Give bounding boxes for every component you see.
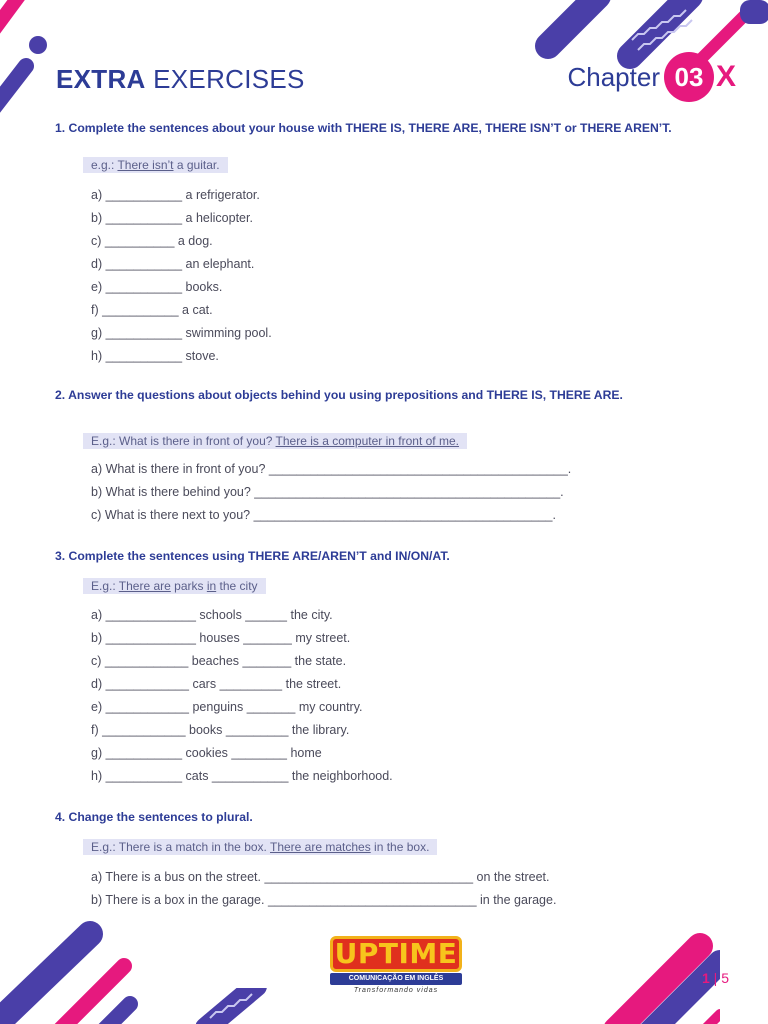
logo-tagline: Transformando vidas <box>353 987 439 994</box>
example-answer: There is a computer in front of me. <box>275 434 459 448</box>
question-4 <box>55 809 715 914</box>
page-number <box>702 970 729 986</box>
question-2-example <box>83 433 467 449</box>
list-item: b) There is a box in the garage. ______________________________ in the garage. <box>91 893 557 907</box>
example-rest: in the box. <box>370 840 430 854</box>
question-3 <box>55 548 715 793</box>
chapter-suffix: X <box>715 60 736 93</box>
list-item: a) What is there in front of you? ___________________________________________. <box>91 462 572 476</box>
page-title <box>56 64 305 95</box>
question-1-title: 1. Complete the sentences about your house with THERE IS, THERE ARE, THERE ISN’T or THERE AREN’T. <box>55 121 672 135</box>
question-3-items <box>91 604 393 788</box>
example-answer-2: in <box>206 579 217 593</box>
example-prefix: E.g.: There is a match in the box. <box>91 840 270 854</box>
question-4-items <box>91 866 556 912</box>
example-answer: There isn’t <box>117 158 174 172</box>
list-item: c) ____________ beaches _______ the state. <box>91 654 347 668</box>
logo-wordmark: UPTIME <box>330 936 462 972</box>
question-2-title: 2. Answer the questions about objects behind you using prepositions and THERE IS, THERE ARE. <box>55 388 623 402</box>
bottom-center-decoration <box>196 988 286 1024</box>
example-answer: There are <box>118 579 171 593</box>
list-item: h) ___________ stove. <box>91 349 219 363</box>
page-current: 1 <box>702 970 710 986</box>
question-2-items <box>91 458 571 527</box>
example-rest: the city <box>216 579 258 593</box>
list-item: b) What is there behind you? ____________________________________________. <box>91 485 564 499</box>
list-item: h) ___________ cats ___________ the neighborhood. <box>91 769 393 783</box>
list-item: b) _____________ houses _______ my street. <box>91 631 351 645</box>
chapter-word: Chapter <box>567 61 660 92</box>
question-3-title: 3. Complete the sentences using THERE ARE/AREN’T and IN/ON/AT. <box>55 549 450 563</box>
chapter-number-badge: 03 <box>664 52 714 102</box>
top-left-decoration <box>0 0 60 120</box>
list-item: g) ___________ swimming pool. <box>91 326 272 340</box>
example-prefix: E.g.: <box>91 579 119 593</box>
list-item: f) ___________ a cat. <box>91 303 213 317</box>
list-item: e) ___________ books. <box>91 280 223 294</box>
question-2 <box>55 387 715 532</box>
list-item: e) ____________ penguins _______ my country. <box>91 700 363 714</box>
list-item: d) ___________ an elephant. <box>91 257 255 271</box>
list-item: a) ___________ a refrigerator. <box>91 188 260 202</box>
list-item: c) __________ a dog. <box>91 234 213 248</box>
question-1-example <box>83 157 228 173</box>
list-item: f) ____________ books _________ the library. <box>91 723 350 737</box>
example-prefix: E.g.: What is there in front of you? <box>91 434 276 448</box>
list-item: c) What is there next to you? ___________________________________________. <box>91 508 556 522</box>
list-item: g) ___________ cookies ________ home <box>91 746 322 760</box>
list-item: b) ___________ a helicopter. <box>91 211 253 225</box>
question-4-example <box>83 839 437 855</box>
page-header <box>56 60 736 104</box>
example-rest: a guitar. <box>173 158 220 172</box>
bottom-left-decoration <box>0 920 160 1024</box>
question-1-items <box>91 184 272 368</box>
page-total: 5 <box>721 970 730 986</box>
example-mid: parks <box>170 579 207 593</box>
list-item: d) ____________ cars _________ the street. <box>91 677 342 691</box>
list-item: a) _____________ schools ______ the city. <box>91 608 333 622</box>
question-4-title: 4. Change the sentences to plural. <box>55 810 253 824</box>
example-answer: There are matches <box>270 840 371 854</box>
question-3-example <box>83 578 266 594</box>
uptime-logo <box>330 936 462 994</box>
page-separator: | <box>709 970 722 986</box>
chapter-label <box>567 52 736 102</box>
list-item: a) There is a bus on the street. ______________________________ on the street. <box>91 870 550 884</box>
logo-subtitle: COMUNICAÇÃO EM INGLÊS <box>330 973 462 985</box>
example-prefix: e.g.: <box>91 158 118 172</box>
question-1 <box>55 120 715 370</box>
title-bold: EXTRA <box>56 64 146 94</box>
title-rest: EXERCISES <box>145 64 305 94</box>
